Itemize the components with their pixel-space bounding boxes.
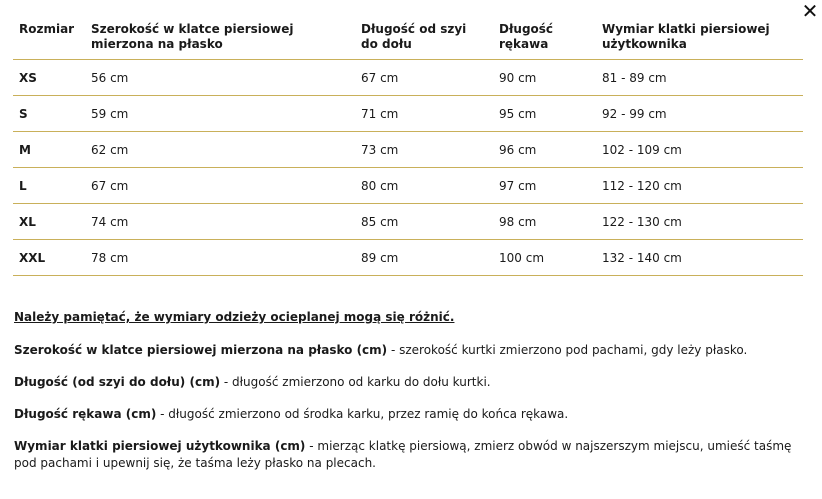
chest-width-cell: 56 cm bbox=[85, 60, 355, 96]
size-cell: XXL bbox=[13, 240, 85, 276]
user-chest-cell: 81 - 89 cm bbox=[596, 60, 803, 96]
table-row bbox=[13, 132, 803, 168]
chest-width-cell: 74 cm bbox=[85, 204, 355, 240]
size-chart-table bbox=[13, 16, 803, 276]
length-cell: 73 cm bbox=[355, 132, 493, 168]
sleeve-length-cell: 90 cm bbox=[493, 60, 596, 96]
note-sleeve-length bbox=[14, 406, 804, 423]
table-row bbox=[13, 96, 803, 132]
user-chest-cell: 132 - 140 cm bbox=[596, 240, 803, 276]
note-term: Wymiar klatki piersiowej użytkownika (cm) bbox=[14, 439, 306, 453]
size-cell: L bbox=[13, 168, 85, 204]
table-header-row bbox=[13, 16, 803, 60]
sleeve-length-cell: 97 cm bbox=[493, 168, 596, 204]
column-header-user-chest: Wymiar klatki piersiowej użytkownika bbox=[596, 16, 803, 60]
length-cell: 85 cm bbox=[355, 204, 493, 240]
note-user-chest bbox=[14, 438, 804, 472]
note-description: - szerokość kurtki zmierzono pod pachami, gdy leży płasko. bbox=[387, 343, 748, 357]
chest-width-cell: 78 cm bbox=[85, 240, 355, 276]
close-icon[interactable]: ✕ bbox=[801, 0, 819, 23]
length-cell: 80 cm bbox=[355, 168, 493, 204]
length-cell: 67 cm bbox=[355, 60, 493, 96]
chest-width-cell: 62 cm bbox=[85, 132, 355, 168]
note-chest-width bbox=[14, 342, 804, 359]
sleeve-length-cell: 100 cm bbox=[493, 240, 596, 276]
chest-width-cell: 59 cm bbox=[85, 96, 355, 132]
length-cell: 71 cm bbox=[355, 96, 493, 132]
size-cell: M bbox=[13, 132, 85, 168]
table-row bbox=[13, 60, 803, 96]
size-cell: S bbox=[13, 96, 85, 132]
warning-note: Należy pamiętać, że wymiary odzieży ocieplanej mogą się różnić. bbox=[14, 310, 455, 324]
note-description: - mierząc klatkę piersiową, zmierz obwód w najszerszym miejscu, umieść taśmę pod pachami i upewnij się, że taśma leży płasko na plecach. bbox=[14, 439, 792, 470]
table-row bbox=[13, 204, 803, 240]
column-header-size: Rozmiar bbox=[13, 16, 85, 60]
table-row bbox=[13, 168, 803, 204]
user-chest-cell: 122 - 130 cm bbox=[596, 204, 803, 240]
user-chest-cell: 112 - 120 cm bbox=[596, 168, 803, 204]
measurement-notes bbox=[14, 309, 804, 487]
user-chest-cell: 92 - 99 cm bbox=[596, 96, 803, 132]
chest-width-cell: 67 cm bbox=[85, 168, 355, 204]
sleeve-length-cell: 98 cm bbox=[493, 204, 596, 240]
user-chest-cell: 102 - 109 cm bbox=[596, 132, 803, 168]
size-cell: XL bbox=[13, 204, 85, 240]
length-cell: 89 cm bbox=[355, 240, 493, 276]
table-row bbox=[13, 240, 803, 276]
column-header-chest-width: Szerokość w klatce piersiowej mierzona na płasko bbox=[85, 16, 355, 60]
column-header-sleeve-length: Długość rękawa bbox=[493, 16, 596, 60]
note-term: Szerokość w klatce piersiowej mierzona na płasko (cm) bbox=[14, 343, 388, 357]
note-description: - długość zmierzono od środka karku, przez ramię do końca rękawa. bbox=[156, 407, 569, 421]
note-length bbox=[14, 374, 804, 391]
sleeve-length-cell: 96 cm bbox=[493, 132, 596, 168]
note-term: Długość rękawa (cm) bbox=[14, 407, 157, 421]
size-cell: XS bbox=[13, 60, 85, 96]
column-header-length: Długość od szyi do dołu bbox=[355, 16, 493, 60]
note-term: Długość (od szyi do dołu) (cm) bbox=[14, 375, 221, 389]
note-description: - długość zmierzono od karku do dołu kurtki. bbox=[220, 375, 491, 389]
sleeve-length-cell: 95 cm bbox=[493, 96, 596, 132]
